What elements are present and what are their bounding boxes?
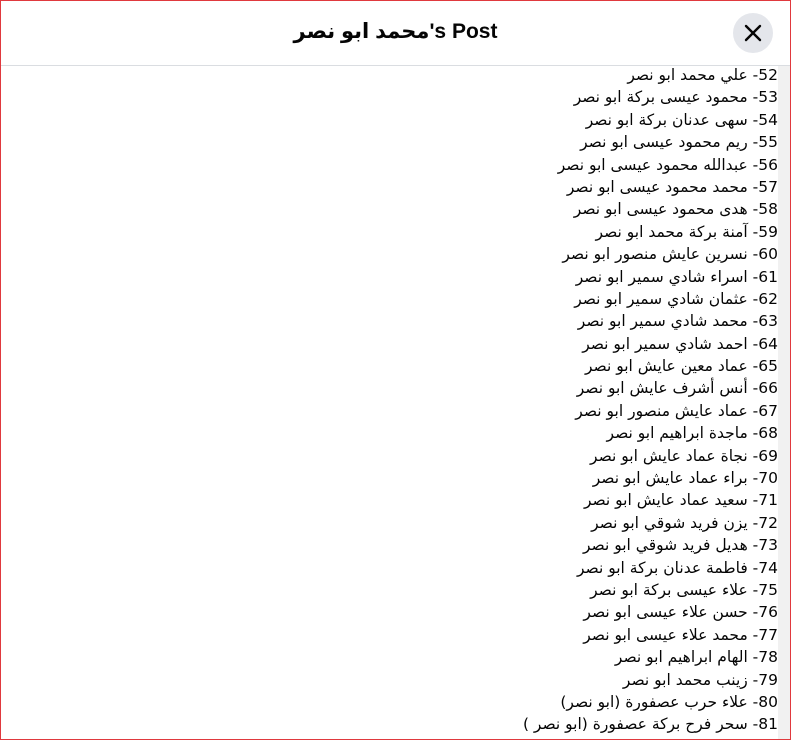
list-item: 53- محمود عيسى بركة ابو نصر (573, 88, 778, 107)
dialog-title: محمد ابو نصر's Post (293, 20, 498, 43)
list-item: 78- الهام ابراهيم ابو نصر (614, 648, 778, 667)
list-item: 79- زينب محمد ابو نصر (622, 670, 778, 689)
list-item: 64- احمد شادي سمير ابو نصر (582, 334, 778, 353)
list-item: 74- فاطمة عدنان بركة ابو نصر (577, 558, 778, 577)
list-item: 52- علي محمد ابو نصر (627, 66, 778, 84)
list-item: 67- عماد عايش منصور ابو نصر (575, 401, 778, 420)
list-item: 62- عثمان شادي سمير ابو نصر (574, 289, 778, 308)
close-button[interactable] (733, 13, 773, 53)
list-item: 57- محمد محمود عيسى ابو نصر (566, 177, 778, 196)
list-item: 72- يزن فريد شوقي ابو نصر (591, 513, 778, 532)
dialog-header (1, 1, 790, 66)
post-content[interactable] (1, 66, 778, 740)
name-list (523, 66, 778, 736)
scrollbar-track[interactable] (778, 66, 790, 740)
list-item: 66- أنس أشرف عايش ابو نصر (576, 379, 778, 398)
list-item: 75- علاء عيسى بركة ابو نصر (590, 580, 778, 599)
list-item: 54- سهى عدنان بركة ابو نصر (585, 110, 778, 129)
list-item: 77- محمد علاء عيسى ابو نصر (583, 625, 778, 644)
list-item: 59- آمنة بركة محمد ابو نصر (595, 222, 778, 241)
list-item: 70- براء عماد عايش ابو نصر (592, 469, 778, 488)
list-item: 61- اسراء شادي سمير ابو نصر (575, 267, 778, 286)
list-item: 69- نجاة عماد عايش ابو نصر (590, 446, 778, 465)
list-item: 60- نسرين عايش منصور ابو نصر (562, 245, 778, 264)
list-item: 58- هدى محمود عيسى ابو نصر (573, 200, 778, 219)
close-icon (743, 23, 763, 43)
list-item: 73- هديل فريد شوقي ابو نصر (583, 536, 778, 555)
list-item: 56- عبدالله محمود عيسى ابو نصر (557, 155, 778, 174)
list-item: 55- ريم محمود عيسى ابو نصر (580, 133, 778, 152)
list-item: 80- علاء حرب عصفورة (ابو نصر) (560, 692, 778, 711)
list-item: 81- سحر فرح بركة عصفورة (ابو نصر ) (522, 715, 778, 734)
list-item: 65- عماد معين عايش ابو نصر (584, 357, 778, 376)
list-item: 76- حسن علاء عيسى ابو نصر (583, 603, 778, 622)
list-item: 68- ماجدة ابراهيم ابو نصر (606, 424, 778, 443)
list-item: 63- محمد شادي سمير ابو نصر (577, 312, 778, 331)
list-item: 71- سعيد عماد عايش ابو نصر (583, 491, 778, 510)
